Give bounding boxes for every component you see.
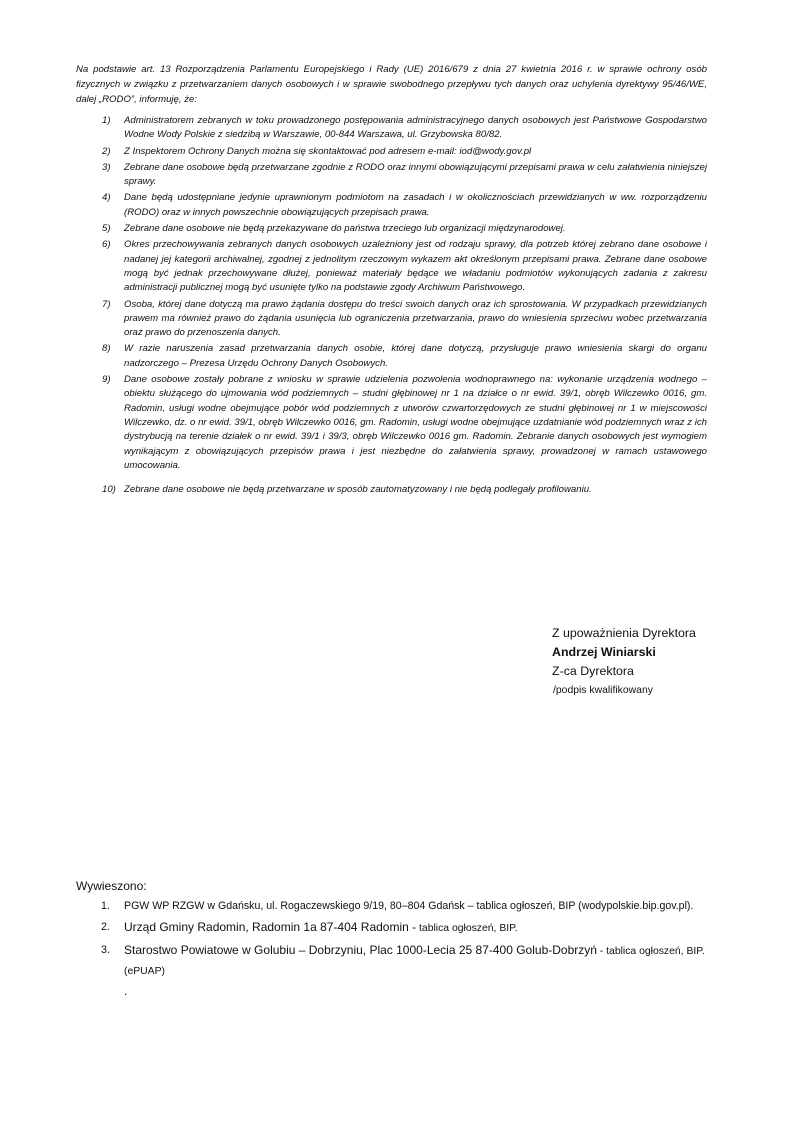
clause-item bbox=[76, 373, 707, 473]
clause-text: Zebrane dane osobowe nie będą przekazywane do państwa trzeciego lub organizacji międzynarodowej. bbox=[124, 223, 566, 235]
clause-number: 6) bbox=[102, 239, 111, 251]
clause-number: 8) bbox=[102, 343, 111, 355]
posting-item bbox=[76, 941, 716, 981]
clause-number: 9) bbox=[102, 374, 111, 386]
posting-main-text: Starostwo Powiatowe w Golubiu – Dobrzyniu, Plac 1000-Lecia 25 87-400 Golub-Dobrzyń bbox=[124, 943, 597, 957]
clause-number: 10) bbox=[102, 484, 116, 496]
posting-text: PGW WP RZGW w Gdańsku, ul. Rogaczewskiego 9/19, 80–804 Gdańsk – tablica ogłoszeń, BIP (wodypolskie.bip.gov.pl). bbox=[124, 900, 694, 912]
clause-item bbox=[76, 161, 707, 190]
trailing-dot: . bbox=[124, 984, 128, 998]
clause-item bbox=[76, 222, 707, 236]
signature-note: /podpis kwalifikowany bbox=[553, 685, 653, 696]
posting-tail-text: tablica ogłoszeń, BIP. bbox=[416, 923, 518, 934]
clause-item bbox=[76, 145, 707, 159]
gdpr-clause-list bbox=[76, 114, 707, 499]
clause-item bbox=[76, 342, 707, 371]
clause-text: Okres przechowywania zebranych danych osobowych uzależniony jest od rodzaju sprawy, dla potrzeb której zebrano dane osobowe i nadanej jej kategorii archiwalnej, zgodnej z jednolitym rzeczowym wykazem akt określonym przepisami prawa. Zebrane dane osobowe mogą być jednak przechowywane dłużej, ponieważ materiały będące we władaniu podmiotów wykonujących zadania z zakresu administracji publicznej mogą być usunięte tylko na podstawie zgody Archiwum Państwowego. bbox=[124, 239, 707, 294]
clause-item bbox=[76, 298, 707, 341]
clause-number: 5) bbox=[102, 223, 111, 235]
posting-tail-text: - tablica ogłoszeń, BIP. (ePUAP) bbox=[124, 946, 705, 977]
posting-section bbox=[76, 877, 716, 998]
posting-text bbox=[124, 941, 716, 981]
clause-number: 3) bbox=[102, 161, 111, 173]
posting-main-text: Urząd Gminy Radomin, Radomin 1a 87-404 Radomin - bbox=[124, 920, 417, 934]
clause-text: Osoba, której dane dotyczą ma prawo żądania dostępu do treści swoich danych oraz ich sprostowania. W przypadkach przewidzianych prawem ma również prawo do żądania usunięcia lub ograniczenia przetwarzania, prawo do wniesienia sprzeciwu wobec przetwarzania oraz prawo do przenoszenia danych. bbox=[124, 298, 707, 339]
posting-number: 1. bbox=[101, 900, 110, 912]
clause-item bbox=[76, 483, 707, 497]
clause-item bbox=[76, 191, 707, 220]
posting-number: 2. bbox=[101, 921, 110, 933]
clause-item bbox=[76, 114, 707, 143]
clause-number: 2) bbox=[102, 145, 111, 157]
intro-paragraph: Na podstawie art. 13 Rozporządzenia Parlamentu Europejskiego i Rady (UE) 2016/679 z dnia 27 kwietnia 2016 r. w sprawie ochrony osób fizycznych w związku z przetwarzaniem danych osobowych i w sprawie swobodnego przepływu tych danych oraz uchylenia dyrektywy 95/46/WE, dalej „RODO”, informuję, że: bbox=[76, 64, 707, 105]
clause-text: Zebrane dane osobowe nie będą przetwarzane w sposób zautomatyzowany i nie będą podlegały profilowaniu. bbox=[124, 484, 592, 496]
clause-text: Dane będą udostępniane jedynie uprawnionym podmiotom na zasadach i w okolicznościach przewidzianych w ww. rozporządzeniu (RODO) oraz w innych powszechnie obowiązujących przepisach prawa. bbox=[124, 192, 707, 218]
posting-item bbox=[76, 897, 716, 915]
clause-item bbox=[76, 238, 707, 295]
clause-text: W razie naruszenia zasad przetwarzania danych osobie, której dane dotyczą, przysługuje prawo wniesienia skargi do organu nadzorczego – Prezesa Urzędu Ochrony Danych Osobowych. bbox=[124, 343, 707, 369]
authorization-line: Z upoważnienia Dyrektora bbox=[552, 626, 696, 640]
posting-heading: Wywieszono: bbox=[76, 879, 147, 893]
posting-text bbox=[124, 918, 716, 938]
signatory-name: Andrzej Winiarski bbox=[552, 645, 656, 659]
signature-block bbox=[552, 624, 752, 700]
clause-text: Dane osobowe zostały pobrane z wniosku w sprawie udzielenia pozwolenia wodnoprawnego na: wykonanie urządzenia wodnego – obiektu służącego do ujmowania wód podziemnych – studni głębinowej nr 1 na działce o nr ewid. 39/1, obręb Wilczewko 0016, gm. Radomin, usługi wodne obejmujące pobór wód podziemnych z utworów czwartorzędowych ze studni głębinowej nr 1 w miejscowości Wilczewko, dz. o nr ewid. 39/1, obręb Wilczewko 0016, gm. Radomin, usługi wodne obejmujące uzdatnianie wód podziemnych wraz z ich dystrybucją na terenie działek o nr ewid. 39/1 i 39/3, obręb Wilczewko 0016 gm. Radomin. Zebranie danych osobowych jest wymogiem wynikającym z obowiązujących przepisów prawa i jest niezbędne do załatwienia sprawy, prowadzonej w ramach ustawowego umocowania. bbox=[124, 374, 707, 471]
clause-text: Administratorem zebranych w toku prowadzonego postępowania administracyjnego danych osobowych jest Państwowe Gospodarstwo Wodne Wody Polskie z siedzibą w Warszawie, 00-844 Warszawa, ul. Grzybowska 80/82. bbox=[124, 115, 707, 141]
clause-number: 7) bbox=[102, 298, 111, 310]
clause-text: Z Inspektorem Ochrony Danych można się skontaktować pod adresem e-mail: iod@wody.gov.pl bbox=[124, 145, 532, 157]
clause-number: 1) bbox=[102, 115, 111, 126]
signatory-role: Z-ca Dyrektora bbox=[552, 664, 634, 678]
posting-list bbox=[76, 897, 716, 981]
posting-item bbox=[76, 918, 716, 938]
clause-number: 4) bbox=[102, 192, 111, 204]
clause-text: Zebrane dane osobowe będą przetwarzane zgodnie z RODO oraz innymi obowiązującymi przepisami prawa w celu załatwienia niniejszej sprawy. bbox=[124, 161, 707, 188]
posting-number: 3. bbox=[101, 944, 110, 956]
